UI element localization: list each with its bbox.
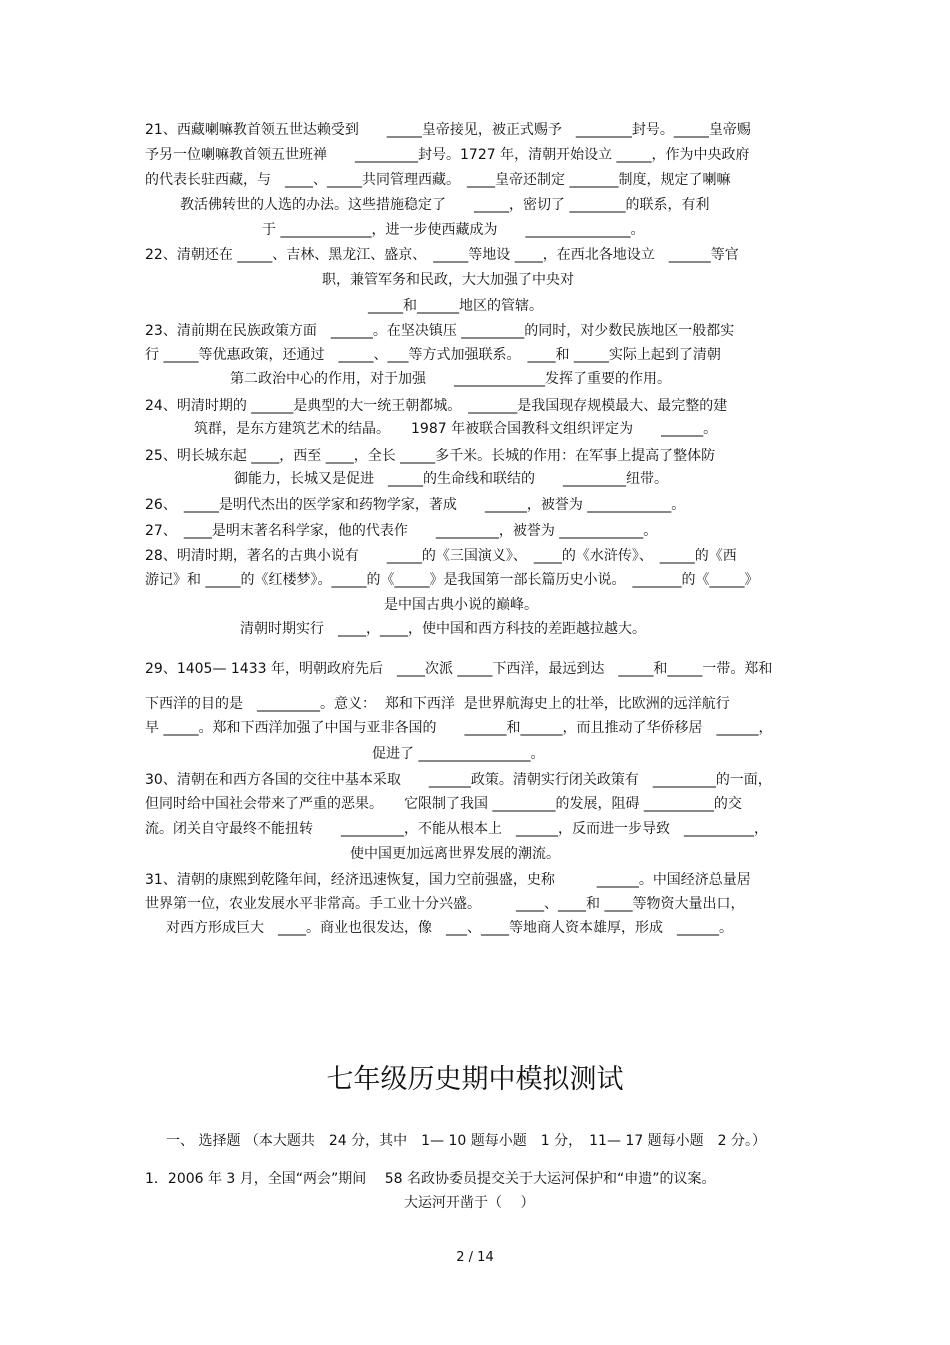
question-line: 职，兼管军务和民政，大大加强了中央对 [322, 272, 574, 288]
question-line: 御能力，长城又是促进 _____的生命线和联结的 _________纽带。 [234, 471, 668, 487]
question-line: 使中国更加远离世界发展的潮流。 [350, 846, 560, 862]
question-line: 23、清前期在民族政策方面 ______。在坚决镇压 _________的同时，对少数民族地区一般都实 [145, 323, 735, 339]
question-line: 29、1405— 1433 年，明朝政府先后 ____次派 _____下西洋，最远到达 _____和_____一带。郑和 [145, 661, 773, 677]
question-line: 但同时给中国社会带来了严重的恶果。 它限制了我国 _________的发展，阻碍 __________的交 [145, 796, 742, 812]
question-line: 的代表长驻西藏，与 ____、_____共同管理西藏。 ____皇帝还制定 _______制度，规定了喇嘛 [145, 172, 731, 188]
question-line: _____和______地区的管辖。 [368, 298, 543, 314]
page-number: 2 / 14 [456, 1250, 494, 1265]
question-line: 早 _____。郑和下西洋加强了中国与亚非各国的 ______和______，而且推动了华侨移居 ______， [145, 720, 773, 736]
question-line: 31、清朝的康熙到乾隆年间，经济迅速恢复，国力空前强盛，史称 ______。中国经济总量居 [145, 872, 751, 888]
question-line: 30、清朝在和西方各国的交往中基本采取 ______政策。清朝实行闭关政策有 _________的一面， [145, 772, 772, 788]
question-line: 行 _____等优惠政策，还通过 _____、___等方式加强联系。 ____和 _____实际上起到了清朝 [145, 347, 721, 363]
question-line: 世界第一位，农业发展水平非常高。手工业十分兴盛。 ____、____和 ____等物资大量出口， [145, 896, 745, 912]
question-line: 于 _____________，进一步使西藏成为 _______________。 [262, 222, 645, 238]
question-line: 对西方形成巨大 ____。商业也很发达，像 ___、____等地商人资本雄厚，形成 ______。 [166, 920, 733, 936]
question-line: 游记》和 _____的《红楼梦》。_____的《_____》是我国第一部长篇历史小说。 _______的《_____》 [145, 572, 759, 588]
section-line: 大运河开凿于（ ） [404, 1195, 535, 1211]
exam-title: 七年级历史期中模拟测试 [326, 1064, 624, 1095]
question-line: 第二政治中心的作用，对于加强 _____________发挥了重要的作用。 [230, 371, 671, 387]
question-line: 教活佛转世的人选的办法。这些措施稳定了 _____，密切了 ________的联系，有利 [180, 197, 710, 213]
question-line: 是中国古典小说的巅峰。 [384, 597, 538, 613]
question-line: 促进了 ________________。 [372, 746, 545, 762]
question-line: 筑群，是东方建筑艺术的结晶。 1987 年被联合国教科文组织评定为 ______。 [194, 421, 718, 437]
question-line: 28、明清时期，著名的古典小说有 _____的《三国演义》、 ____的《水浒传》、 _____的《西 [145, 548, 737, 564]
question-line: 21、西藏喇嘛教首领五世达赖受到 _____皇帝接见，被正式赐予 ________封号。_____皇帝赐 [145, 122, 751, 138]
section-line: 一、 选择题 （本大题共 24 分，其中 1— 10 题每小题 1 分， 11— 17 题每小题 2 分。） [166, 1133, 767, 1149]
question-line: 25、明长城东起 ____，西至 ____，全长 _____多千米。长城的作用：在军事上提高了整体防 [145, 448, 716, 464]
section-line: 1．2006 年 3 月，全国“两会”期间 58 名政协委员提交关于大运河保护和“申遗”的议案。 [145, 1171, 716, 1187]
question-line: 26、 _____是明代杰出的医学家和药物学家，著成 ______，被誉为 ____________。 [145, 497, 686, 513]
question-line: 下西洋的目的是 _________。意义： 郑和下西洋 是世界航海史上的壮举，比欧洲的远洋航行 [145, 696, 730, 712]
question-line: 流。闭关自守最终不能扭转 _________，不能从根本上 ______，反而进一步导致 __________， [145, 821, 768, 837]
question-line: 清朝时期实行 ____，____，使中国和西方科技的差距越拉越大。 [240, 621, 646, 637]
question-line: 27、 ____是明末著名科学家，他的代表作 _________，被誉为 ____________。 [145, 523, 658, 539]
question-line: 24、明清时期的 ______是典型的大一统王朝都城。 _______是我国现存规模最大、最完整的建 [145, 398, 728, 414]
question-line: 22、清朝还在 _____、吉林、黑龙江、盛京、 _____等地设 ____，在西北各地设立 ______等官 [145, 247, 739, 263]
question-line: 予另一位喇嘛教首领五世班禅 _________封号。1727 年，清朝开始设立 _____，作为中央政府 [145, 147, 750, 163]
